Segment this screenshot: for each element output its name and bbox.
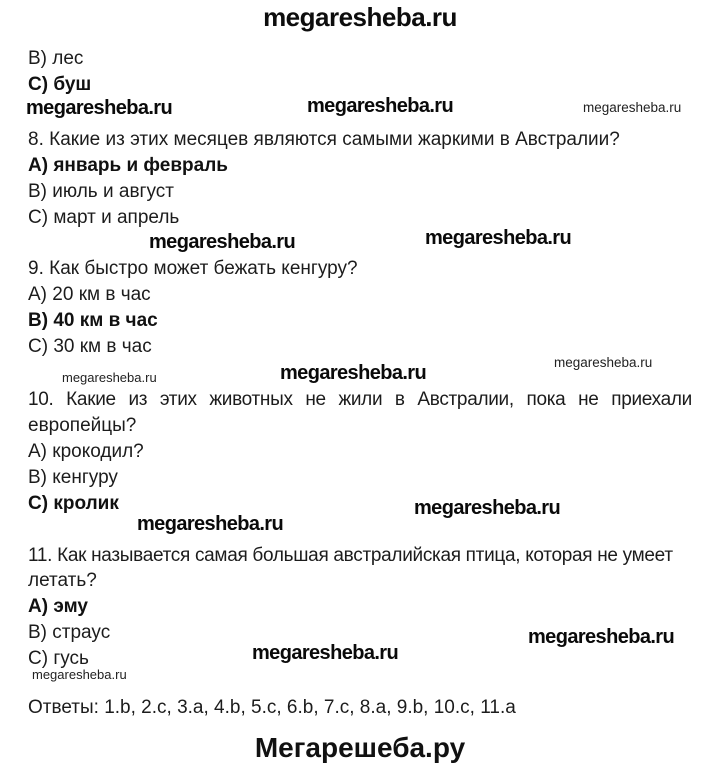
question-8-option-b: B) июль и август — [28, 181, 174, 202]
question-7-option-c: C) буш — [28, 74, 92, 95]
question-9-option-a: A) 20 км в час — [28, 284, 151, 305]
question-7-option-b: B) лес — [28, 48, 84, 69]
question-11-option-a: A) эму — [28, 596, 88, 617]
question-10-text-line1: 10. Какие из этих животных не жили в Австралии, пока не приехали — [28, 389, 692, 410]
question-10-option-b: B) кенгуру — [28, 467, 118, 488]
watermark-megaresheba: megaresheba.ru — [425, 227, 572, 249]
question-10-text-line2: европейцы? — [28, 415, 137, 436]
question-10-option-a: A) крокодил? — [28, 441, 144, 462]
watermark-megaresheba: megaresheba.ru — [32, 667, 127, 682]
watermark-megaresheba: megaresheba.ru — [26, 97, 173, 119]
watermark-megaresheba: megaresheba.ru — [62, 370, 157, 385]
question-8-option-c: C) март и апрель — [28, 207, 180, 228]
question-11-text-line2: летать? — [28, 570, 97, 591]
question-11-text-line1: 11. Как называется самая большая австралийская птица, которая не умеет — [28, 545, 673, 566]
question-9-option-c: C) 30 км в час — [28, 336, 152, 357]
watermark-megaresheba: megaresheba.ru — [414, 497, 561, 519]
watermark-megaresheba: megaresheba.ru — [252, 642, 399, 664]
watermark-megaresheba: megaresheba.ru — [554, 355, 653, 370]
question-11-option-b: B) страус — [28, 622, 111, 643]
watermark-megaresheba: megaresheba.ru — [307, 95, 454, 117]
question-9-option-b: B) 40 км в час — [28, 310, 158, 331]
site-footer-brand: Мегарешеба.ру — [254, 732, 466, 763]
watermark-megaresheba: megaresheba.ru — [528, 626, 675, 648]
site-header-watermark: megaresheba.ru — [263, 2, 457, 32]
watermark-megaresheba: megaresheba.ru — [280, 362, 427, 384]
watermark-megaresheba: megaresheba.ru — [137, 513, 284, 535]
answers-line: Ответы: 1.b, 2.c, 3.a, 4.b, 5.c, 6.b, 7.c, 8.a, 9.b, 10.c, 11.a — [28, 697, 516, 718]
question-10-option-c: C) кролик — [28, 493, 119, 514]
question-8-option-a: A) январь и февраль — [28, 155, 228, 176]
question-8-text: 8. Какие из этих месяцев являются самыми жаркими в Австралии? — [28, 129, 620, 150]
question-9-text: 9. Как быстро может бежать кенгуру? — [28, 258, 358, 279]
question-11-option-c: C) гусь — [28, 648, 89, 669]
watermark-megaresheba: megaresheba.ru — [583, 100, 682, 115]
watermark-megaresheba: megaresheba.ru — [149, 231, 296, 253]
